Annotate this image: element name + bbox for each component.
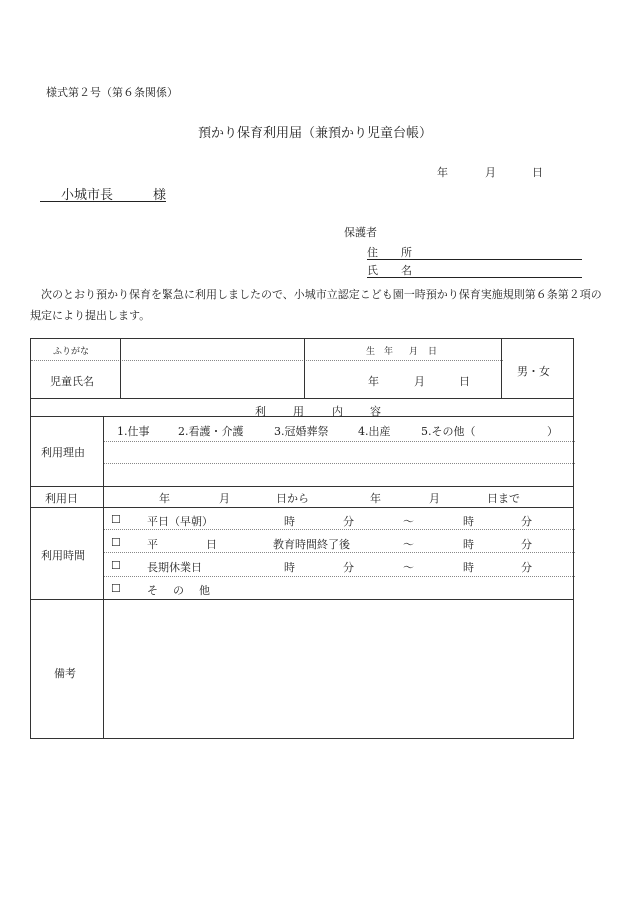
reason-option-other[interactable]: 5.その他（ xyxy=(421,425,476,438)
time-to-minute: 分 xyxy=(521,538,532,551)
addressee xyxy=(40,184,166,202)
usage-header-4: 容 xyxy=(370,405,381,418)
reason-option-birth[interactable]: 4.出産 xyxy=(358,425,391,438)
time-weekday-early-label: 平日（早朝） xyxy=(147,515,213,528)
reason-option-ceremony[interactable]: 3.冠婚葬祭 xyxy=(274,425,329,438)
usage-header-2: 用 xyxy=(293,405,304,418)
time-to-minute: 分 xyxy=(521,561,532,574)
document-title: 預かり保育利用届（兼預かり児童台帳） xyxy=(197,126,432,141)
time-other-label-2: の xyxy=(173,584,184,597)
time-tilde: ～ xyxy=(403,515,414,528)
furigana-divider xyxy=(31,360,503,361)
furigana-label: ふりがな xyxy=(53,347,90,357)
gender-option[interactable]: 男・女 xyxy=(517,365,550,378)
time-from-minute: 分 xyxy=(343,515,354,528)
row-divider xyxy=(31,507,573,508)
time-holiday-checkbox[interactable]: ☐ xyxy=(111,559,121,572)
usage-date-from-month: 月 xyxy=(219,492,230,505)
time-from-minute: 分 xyxy=(343,561,354,574)
birth-year: 年 xyxy=(368,375,379,388)
birth-header-tsuki: 月 xyxy=(409,347,419,357)
time-other-checkbox[interactable]: ☐ xyxy=(111,582,121,595)
time-weekday-early-checkbox[interactable]: ☐ xyxy=(111,513,121,526)
child-name-input[interactable] xyxy=(124,363,300,395)
reason-label: 利用理由 xyxy=(41,446,85,459)
time-after-school: 教育時間終了後 xyxy=(273,538,350,551)
guardian-address-label-1: 住 xyxy=(367,246,378,259)
reason-option-care[interactable]: 2.看護・介護 xyxy=(178,425,244,438)
col-divider xyxy=(120,339,121,398)
date-month: 月 xyxy=(485,166,496,179)
guardian-label: 保護者 xyxy=(344,226,377,239)
usage-date-from-year: 年 xyxy=(159,492,170,505)
child-name-label: 児童氏名 xyxy=(50,375,94,388)
usage-date-from-day: 日から xyxy=(276,492,309,505)
row-divider xyxy=(31,398,573,399)
body-text: 次のとおり預かり保育を緊急に利用しましたので、小城市立認定こども園一時預かり保育実施規則第６条第２項の規定により提出します。 xyxy=(30,288,602,322)
birth-header-nen: 年 xyxy=(384,347,394,357)
usage-header-3: 内 xyxy=(332,405,343,418)
usage-date-to-month: 月 xyxy=(429,492,440,505)
guardian-name-label-1: 氏 xyxy=(367,264,378,277)
time-other-label-3: 他 xyxy=(199,584,210,597)
remarks-input[interactable] xyxy=(107,603,571,735)
reason-details-input[interactable] xyxy=(107,443,571,483)
date-year: 年 xyxy=(437,166,448,179)
row-divider xyxy=(31,599,573,600)
time-tilde: ～ xyxy=(403,538,414,551)
time-to-hour: 時 xyxy=(463,538,474,551)
guardian-name-field[interactable] xyxy=(367,262,582,278)
col-divider xyxy=(304,339,305,398)
guardian-address-field[interactable] xyxy=(367,244,582,260)
birth-month: 月 xyxy=(414,375,425,388)
time-weekday-label-1: 平 xyxy=(147,538,158,551)
usage-header-1: 利 xyxy=(255,405,266,418)
application-table xyxy=(30,338,574,739)
reason-other-close: ） xyxy=(547,425,558,438)
birth-header-hi: 日 xyxy=(428,347,438,357)
time-other-label-1: そ xyxy=(147,584,158,597)
col-divider xyxy=(501,339,502,398)
time-weekday-label-2: 日 xyxy=(206,538,217,551)
time-divider xyxy=(104,576,575,577)
addressee-name: 小城市長 xyxy=(61,188,114,203)
usage-time-label: 利用時間 xyxy=(41,549,85,562)
usage-date-label: 利用日 xyxy=(45,492,78,505)
guardian-name-label-2: 名 xyxy=(401,264,412,277)
usage-date-to-day: 日まで xyxy=(487,492,520,505)
time-holiday-label: 長期休業日 xyxy=(147,561,202,574)
time-divider xyxy=(104,552,575,553)
time-from-hour: 時 xyxy=(284,515,295,528)
reason-option-work[interactable]: 1.仕事 xyxy=(117,425,150,438)
birth-header-sei: 生 xyxy=(366,347,376,357)
time-weekday-checkbox[interactable]: ☐ xyxy=(111,536,121,549)
time-to-minute: 分 xyxy=(521,515,532,528)
reason-divider xyxy=(104,441,575,442)
remarks-label: 備考 xyxy=(54,667,76,680)
time-from-hour: 時 xyxy=(284,561,295,574)
time-to-hour: 時 xyxy=(463,561,474,574)
time-divider xyxy=(104,529,575,530)
usage-date-to-year: 年 xyxy=(370,492,381,505)
furigana-input[interactable] xyxy=(124,341,300,358)
guardian-address-label-2: 所 xyxy=(401,246,412,259)
time-to-hour: 時 xyxy=(463,515,474,528)
birth-day: 日 xyxy=(459,375,470,388)
form-number: 様式第２号（第６条関係） xyxy=(46,86,178,99)
date-day: 日 xyxy=(532,166,543,179)
time-tilde: ～ xyxy=(403,561,414,574)
addressee-honorific: 様 xyxy=(153,188,167,203)
row-divider xyxy=(31,486,573,487)
col-divider xyxy=(103,416,104,739)
